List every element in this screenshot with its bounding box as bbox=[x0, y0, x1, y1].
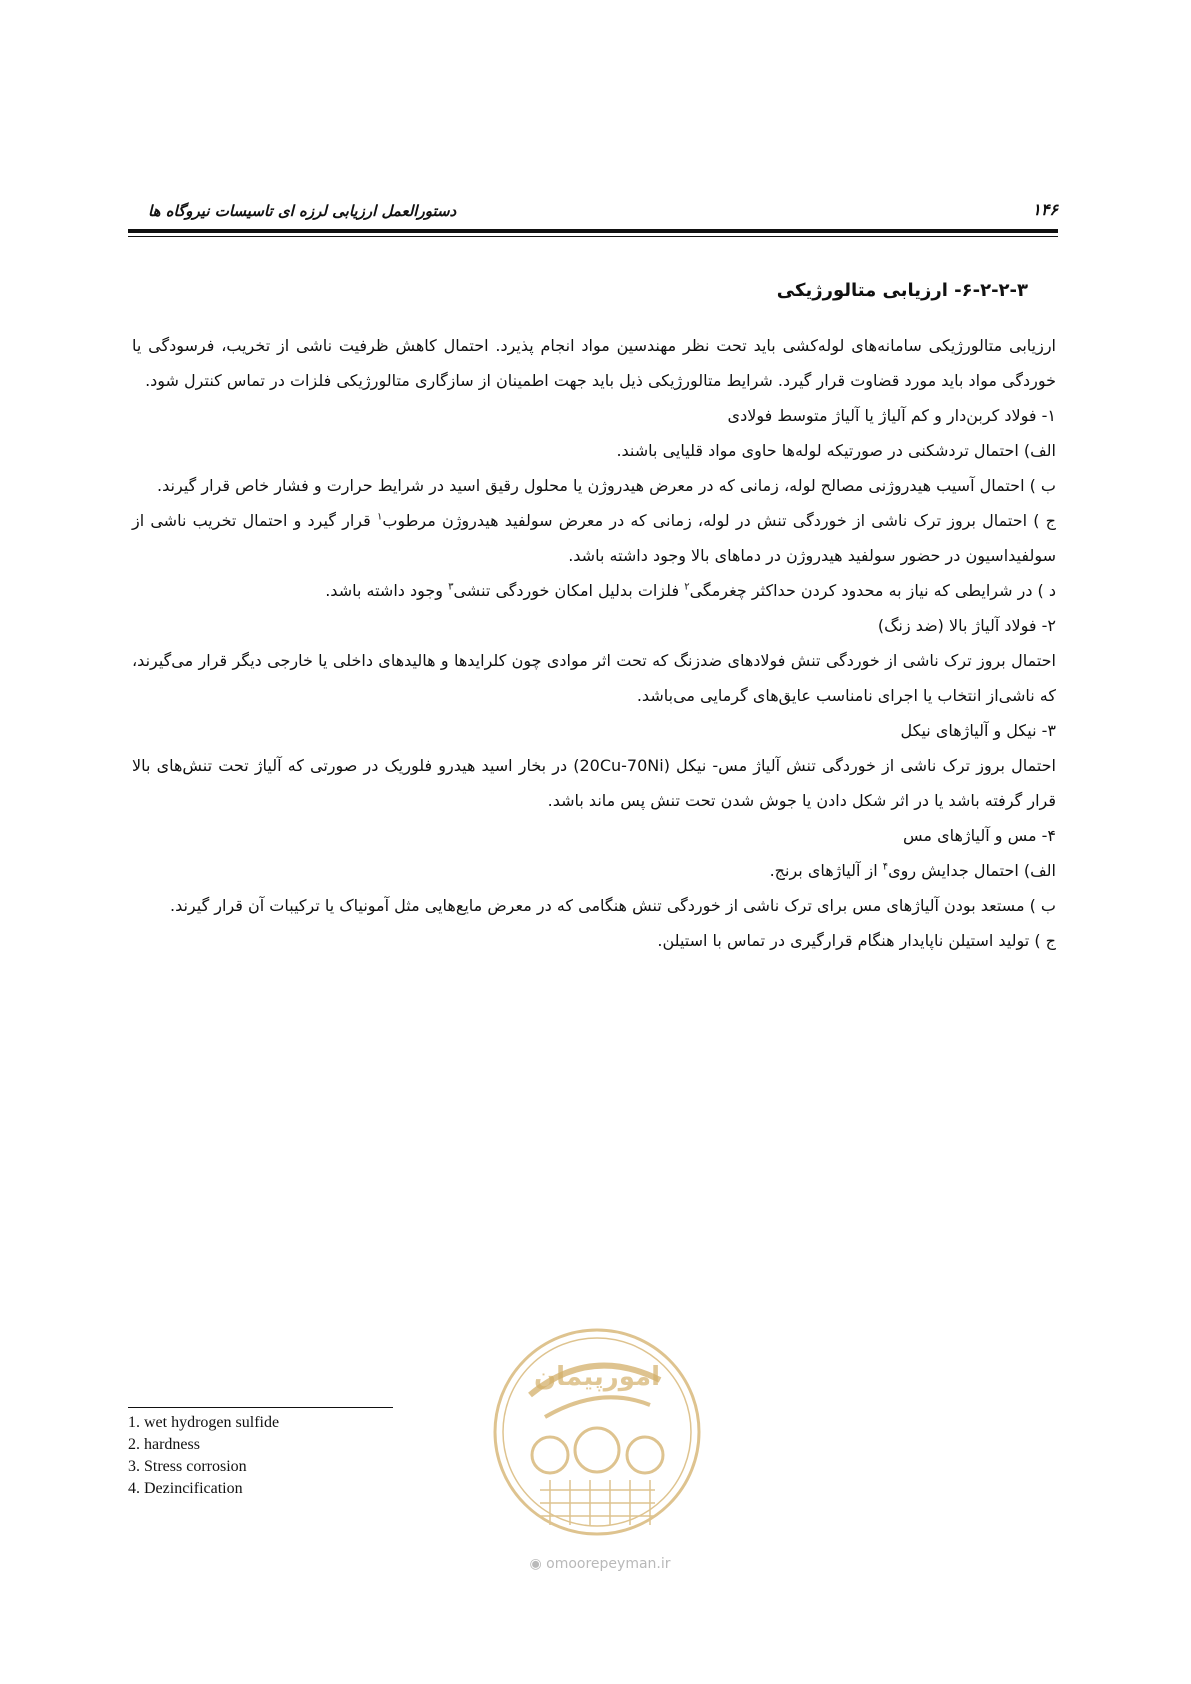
body-text bbox=[132, 328, 1056, 958]
book-title: دستورالعمل ارزیابی لرزه ای تاسیسات نیروگاه ها bbox=[148, 202, 457, 220]
item1-c-text-1: ج ) احتمال بروز ترک ناشی از خوردگی تنش در لوله، زمانی که در معرض سولفید هیدروژن مرطوب bbox=[382, 511, 1056, 530]
footnote-ref-2: ۲ bbox=[684, 581, 690, 593]
item1-d bbox=[132, 573, 1056, 608]
item4-heading: ۴- مس و آلیاژهای مس bbox=[903, 826, 1056, 845]
footnote-3: 3. Stress corrosion bbox=[128, 1458, 247, 1475]
footnote-ref-1: ۱ bbox=[376, 511, 383, 523]
watermark-seal-icon bbox=[490, 1325, 705, 1540]
section-title: ۶-۲-۲-۳- ارزیابی متالورژیکی bbox=[776, 280, 1028, 301]
item3-heading: ۳- نیکل و آلیاژهای نیکل bbox=[900, 721, 1056, 740]
item4-a bbox=[132, 853, 1056, 888]
item1-d-text-1: د ) در شرایطی که نیاز به محدود کردن حداکثر چغرمگی bbox=[689, 581, 1056, 600]
item1-c bbox=[132, 503, 1056, 573]
item3-text: احتمال بروز ترک ناشی از خوردگی تنش آلیاژ مس- نیکل (20Cu-70Ni) در بخار اسید هیدرو فلوریک در صورتی که آلیاژ تحت تنش‌های بالا قرار گرفته باشد یا در اثر شکل دادن یا جوش شدن تحت تنش پس ماند باشد. bbox=[132, 756, 1056, 810]
item1-c-text-2: قرار گیرد و احتمال تخریب ناشی از سولفیداسیون در حضور سولفید هیدروژن در دماهای بالا وجود داشته باشد. bbox=[132, 511, 1056, 565]
item1-heading: ۱- فولاد کربن‌دار و کم آلیاژ یا آلیاژ متوسط فولادی bbox=[727, 406, 1056, 425]
item2-heading: ۲- فولاد آلیاژ بالا (ضد زنگ) bbox=[877, 616, 1056, 635]
item4-a-text-1: الف) احتمال جدایش روی bbox=[888, 861, 1056, 880]
footnote-ref-3: ۳ bbox=[448, 581, 454, 593]
item1-a: الف) احتمال تردشکنی در صورتیکه لوله‌ها حاوی مواد قلیایی باشند. bbox=[616, 441, 1056, 460]
page-header bbox=[128, 200, 1058, 240]
footnote-2: 2. hardness bbox=[128, 1436, 200, 1453]
seal-lettering: امورپیمان bbox=[533, 1362, 661, 1392]
item1-d-text-2: فلزات بدلیل امکان خوردگی تنشی bbox=[453, 581, 685, 600]
item4-a-text-2: از آلیاژهای برنج. bbox=[769, 861, 883, 880]
item2-text: احتمال بروز ترک ناشی از خوردگی تنش فولادهای ضدزنگ که تحت اثر موادی چون کلرایدها و هالیدهای داخلی یا خارجی دیگر قرار می‌گیرند، که ناشی‌از انتخاب یا اجرای نامناسب عایق‌های گرمایی می‌باشد. bbox=[132, 651, 1056, 705]
footnote-1: 1. wet hydrogen sulfide bbox=[128, 1414, 280, 1431]
header-rule-thin bbox=[128, 236, 1058, 237]
header-rule-thick bbox=[128, 229, 1058, 233]
footnote-ref-4: ۴ bbox=[882, 861, 889, 873]
website-text: omoorepeyman.ir bbox=[546, 1556, 671, 1572]
item1-d-text-3: وجود داشته باشد. bbox=[325, 581, 449, 600]
page-number: ۱۴۶ bbox=[1032, 200, 1058, 219]
item4-b: ب ) مستعد بودن آلیاژهای مس برای ترک ناشی از خوردگی تنش هنگامی که در معرض مایع‌هایی مثل آمونیاک یا ترکیبات آن قرار گیرند. bbox=[169, 896, 1056, 915]
footnote-rule bbox=[128, 1407, 393, 1408]
footnotes bbox=[128, 1412, 279, 1500]
footnote-4: 4. Dezincification bbox=[128, 1480, 243, 1497]
watermark-website: ◉ omoorepeyman.ir bbox=[529, 1556, 671, 1572]
item4-c: ج ) تولید استیلن ناپایدار هنگام قرارگیری در تماس با استیلن. bbox=[657, 931, 1056, 950]
item1-b: ب ) احتمال آسیب هیدروژنی مصالح لوله، زمانی که در معرض هیدروژن یا محلول رقیق اسید در شرایط حرارت و فشار خاص قرار گیرند. bbox=[157, 476, 1056, 495]
intro-paragraph: ارزیابی متالورژیکی سامانه‌های لوله‌کشی باید تحت نظر مهندسین مواد انجام پذیرد. احتمال کاهش ظرفیت ناشی از تخریب، فرسودگی یا خوردگی مواد باید مورد قضاوت قرار گیرد. شرایط متالورژیکی ذیل باید جهت اطمینان از سازگاری متالورژیکی فلزات در تماس کنترل شود. bbox=[132, 336, 1056, 390]
